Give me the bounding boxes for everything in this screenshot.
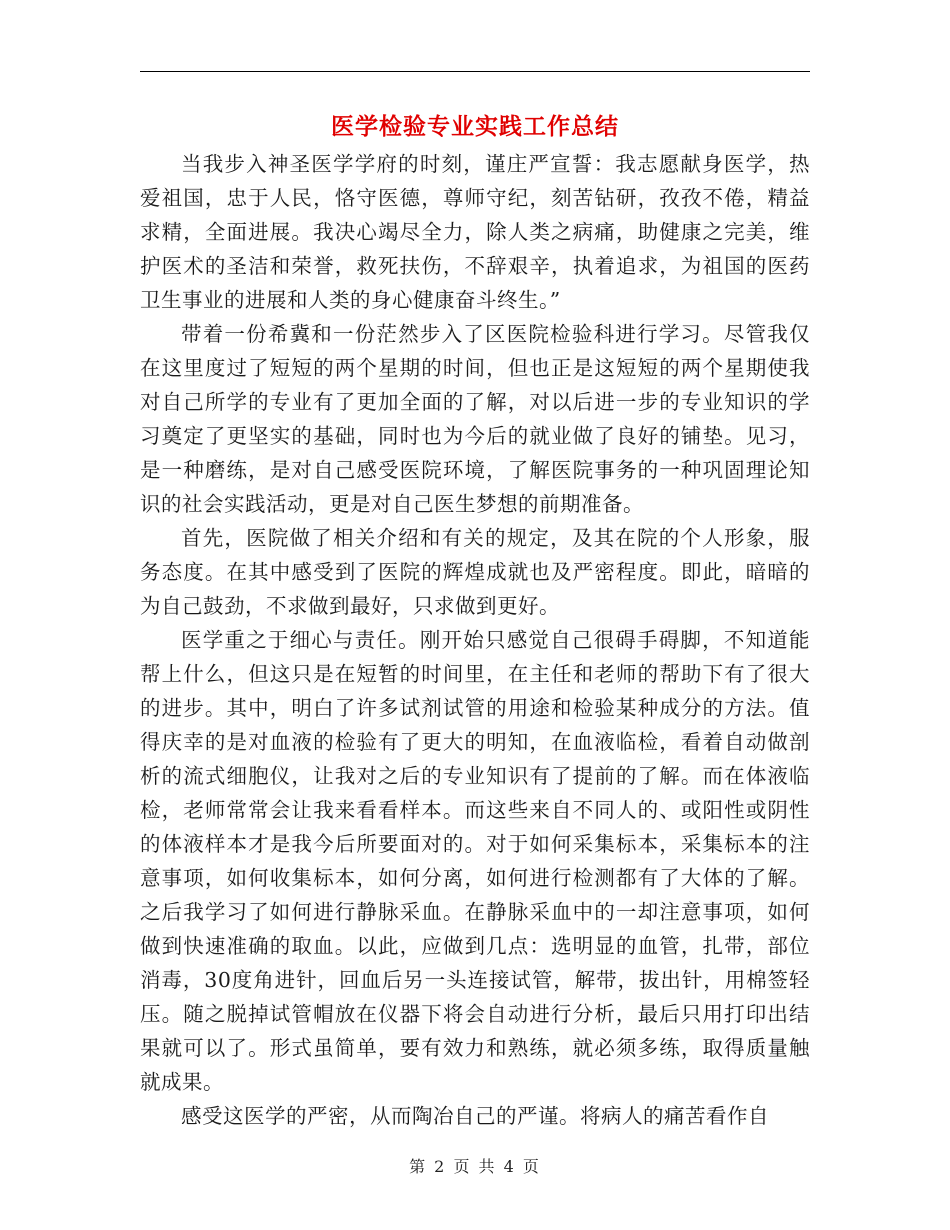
paragraph-internship-intro: 带着一份希冀和一份茫然步入了区医院检验科进行学习。尽管我仅在这里度过了短短的两个星期的时间，但也正是这短短的两个星期使我对自己所学的专业有了更加全面的了解，对以后进一步的专业知识的学习奠定了更坚实的基础，同时也为今后的就业做了良好的铺垫。见习，是一种磨练，是对自己感受医院环境，了解医院事务的一种巩固理论知识的社会实践活动，更是对自己医生梦想的前期准备。 [140,322,810,516]
header-rule [140,71,810,72]
paragraph-hospital-introduction: 首先，医院做了相关介绍和有关的规定，及其在院的个人形象，服务态度。在其中感受到了医院的辉煌成就也及严密程度。即此，暗暗的为自己鼓劲，不求做到最好，只求做到更好。 [140,526,810,618]
paragraph-lab-learning: 医学重之于细心与责任。刚开始只感觉自己很碍手碍脚，不知道能帮上什么，但这只是在短暂的时间里，在主任和老师的帮助下有了很大的进步。其中，明白了许多试剂试管的用途和检验某种成分的方法。值得庆幸的是对血液的检验有了更大的明知，在血液临检，看着自动做剖析的流式细胞仪，让我对之后的专业知识有了提前的了解。而在体液临检，老师常常会让我来看看样本。而这些来自不同人的、或阳性或阴性的体液样本才是我今后所要面对的。对于如何采集标本，采集标本的注意事项，如何收集标本，如何分离，如何进行检测都有了大体的了解。之后我学习了如何进行静脉采血。在静脉采血中的一却注意事项，如何做到快速准确的取血。以此，应做到几点：选明显的血管，扎带，部位消毒，30度角进针，回血后另一头连接试管，解带，拔出针，用棉签轻压。随之脱掉试管帽放在仪器下将会自动进行分析，最后只用打印出结果就可以了。形式虽简单，要有效力和熟练，就必须多练，取得质量触就成果。 [140,628,810,1094]
paragraph-oath: 当我步入神圣医学学府的时刻，谨庄严宣誓：我志愿献身医学，热爱祖国，忠于人民，恪守医德，尊师守纪，刻苦钻研，孜孜不倦，精益求精，全面进展。我决心竭尽全力，除人类之病痛，助健康之完美，维护医术的圣洁和荣誉，救死扶伤，不辞艰辛，执着追求，为祖国的医药卫生事业的进展和人类的身心健康奋斗终生。” [140,152,810,312]
document-body [140,147,810,1133]
paragraph-rigor: 感受这医学的严密，从而陶冶自己的严谨。将病人的痛苦看作自 [181,1104,769,1128]
page-number-footer: 第 2 页 共 4 页 [409,1157,541,1176]
document-title: 医学检验专业实践工作总结 [331,114,619,140]
